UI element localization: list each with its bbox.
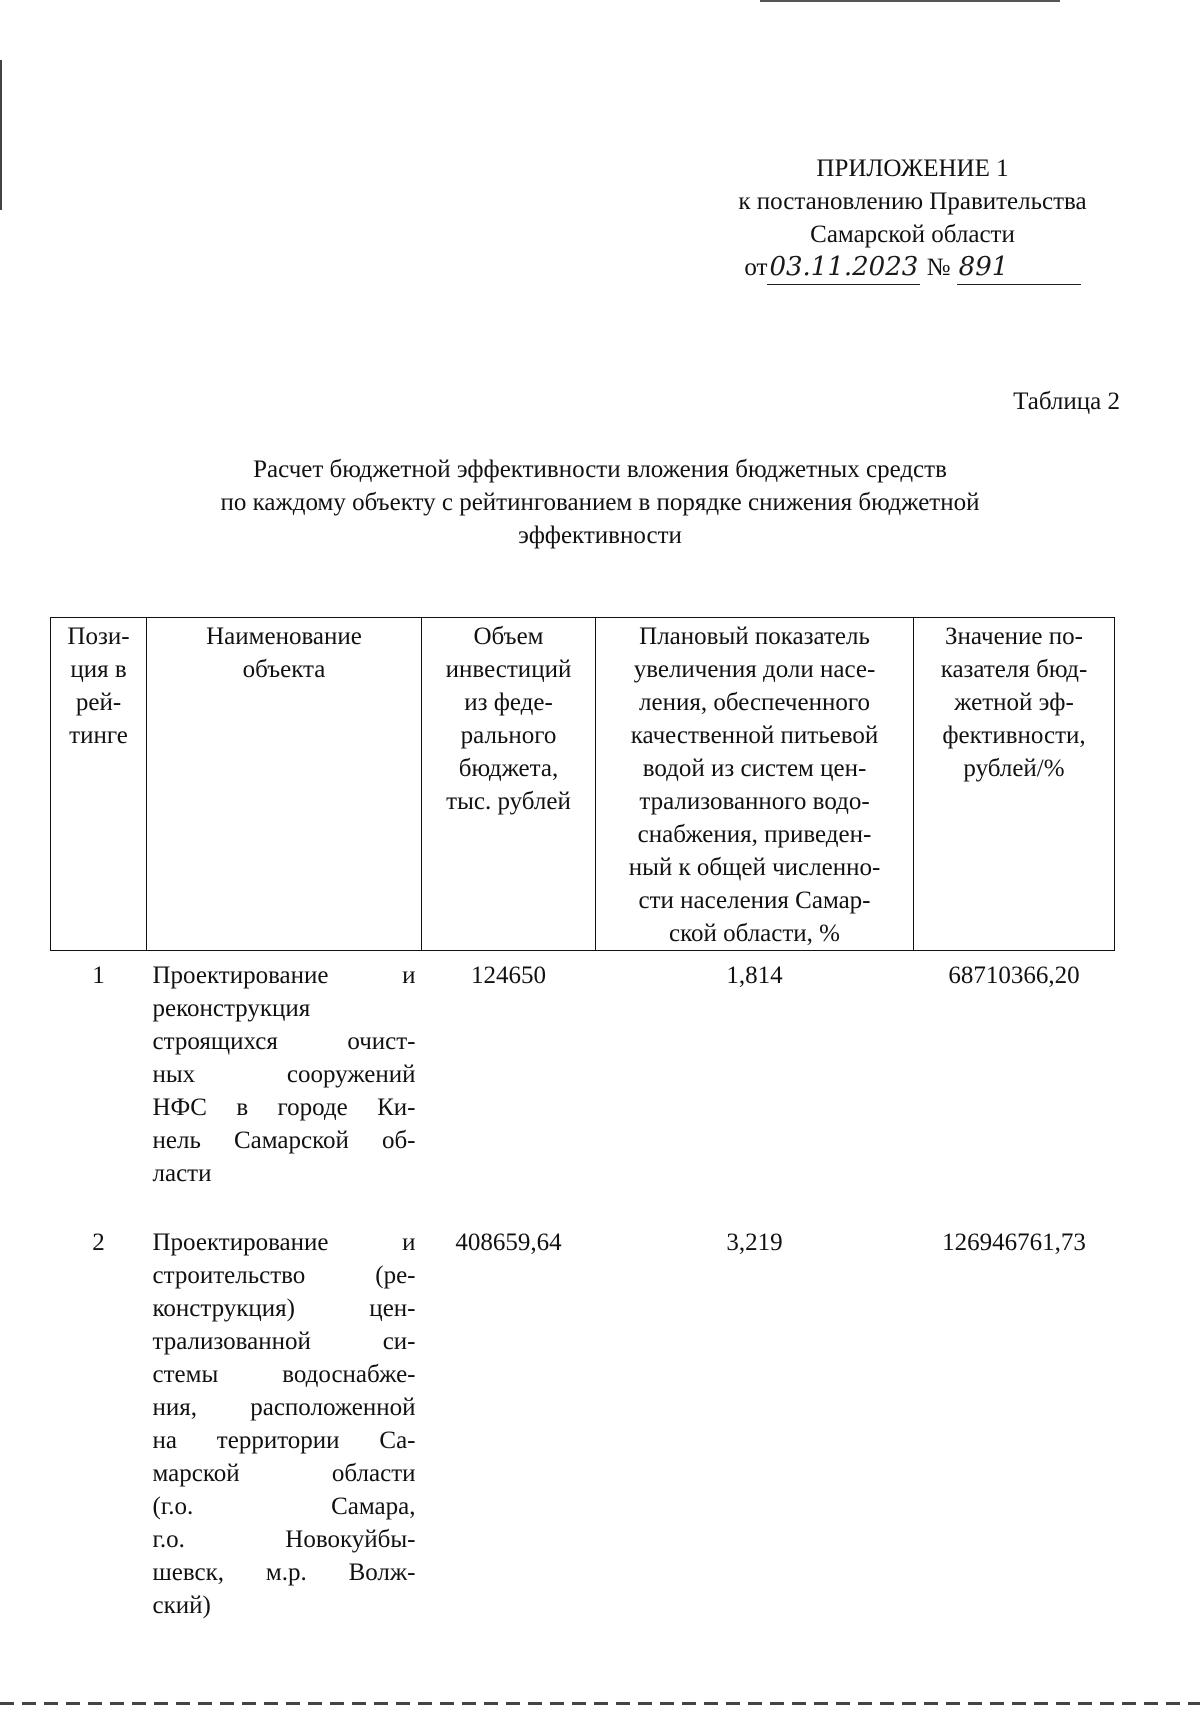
cell-efficiency: 126946761,73	[942, 1229, 1086, 1256]
efficiency-table	[50, 617, 1115, 1622]
cell-efficiency: 68710366,20	[948, 962, 1080, 989]
header-object-name: Наименование объекта	[147, 618, 422, 951]
cell-indicator: 1,814	[726, 962, 783, 989]
cell-investment: 124650	[471, 962, 546, 989]
cell-indicator: 3,219	[726, 1229, 783, 1256]
cell-investment: 408659,64	[455, 1229, 562, 1256]
decree-number: 891	[957, 251, 1081, 285]
header-investment: Объем инвестиций из феде- рального бюджета, тыс. рублей	[422, 618, 596, 951]
decree-reference	[700, 251, 1125, 285]
cell-object-name: Проектирование и строительство (ре- конструкция) цен- трализованной си- стемы водоснабже- ния, расположенной на территории Са- марской области (г.о. Самара, г.о. Новокуйбы- шевск, м.р. Волж- ский)	[152, 1229, 416, 1619]
from-prefix: от	[744, 254, 768, 281]
title-line: по каждому объекту с рейтингованием в порядке снижения бюджетной	[220, 489, 980, 516]
row-spacer	[51, 1190, 1115, 1218]
cell-object-name: Проектирование и реконструкция строящихся очист- ных сооружений НФС в городе Ки- нель Самарской об- ласти	[152, 962, 416, 1187]
table-header-row	[51, 618, 1115, 951]
appendix-line-3: Самарской области	[810, 221, 1015, 248]
appendix-header	[700, 152, 1125, 285]
document-title	[110, 453, 1090, 552]
header-planned-indicator: Плановый показатель увеличения доли насе- ления, обеспеченного качественной питьевой водой из систем цен- трализованного водо- снабжения, приведен- ный к общей численно- сти населения Самар- ской области, %	[596, 618, 914, 951]
cell-position: 1	[92, 962, 105, 989]
table-label: Таблица 2	[1013, 388, 1120, 415]
header-position: Пози- ция в рей- тинге	[51, 618, 147, 951]
title-line: эффективности	[518, 522, 682, 549]
title-line: Расчет бюджетной эффективности вложения бюджетных средств	[253, 456, 947, 483]
number-sign: №	[926, 254, 951, 281]
cell-position: 2	[92, 1229, 105, 1256]
decree-date: 03.11.2023	[767, 251, 920, 285]
table-row	[51, 1218, 1115, 1622]
appendix-title: ПРИЛОЖЕНИЕ 1	[816, 155, 1009, 182]
appendix-line-2: к постановлению Правительства	[738, 188, 1087, 215]
header-efficiency: Значение по- казателя бюд- жетной эф- фективности, рублей/%	[914, 618, 1115, 951]
scan-edge-top	[760, 0, 1060, 2]
scan-edge-bottom	[0, 1702, 1200, 1705]
scan-edge-left	[0, 60, 2, 210]
table-row	[51, 951, 1115, 1191]
